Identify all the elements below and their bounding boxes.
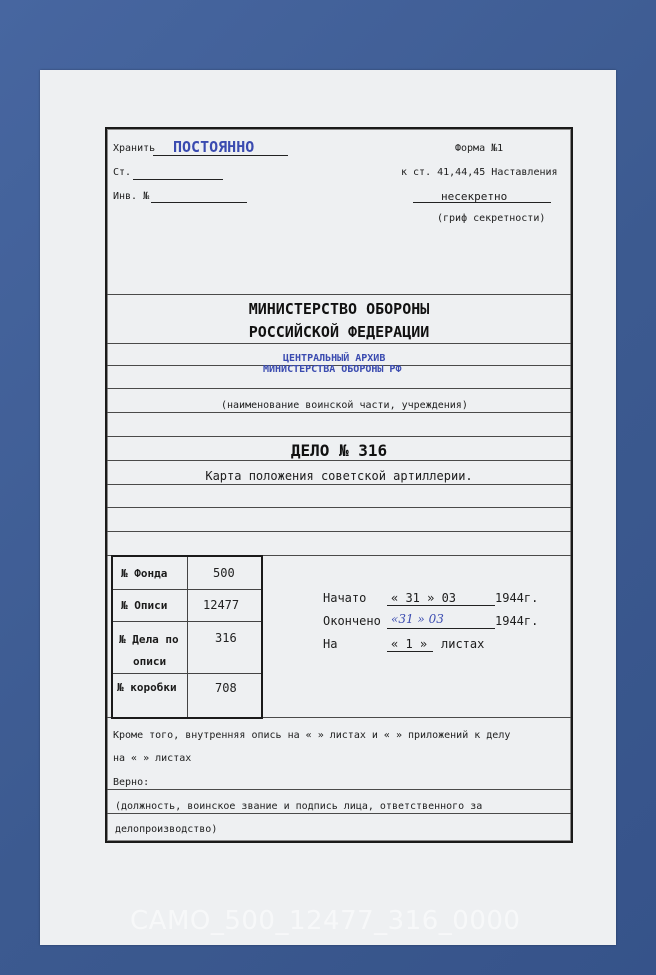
case-description: Карта положения советской артиллерии.	[205, 469, 473, 483]
secrecy-value: несекретно	[441, 190, 508, 203]
position-caption: (должность, воинское звание и подпись лица, ответственного за	[115, 801, 483, 812]
archive-stamp-line-1: ЦЕНТРАЛЬНЫЙ АРХИВ	[283, 353, 386, 364]
position-caption-2: делопроизводство)	[115, 824, 218, 835]
verno-label: Верно:	[113, 777, 150, 788]
inner-inventory-line-2: на « » листах	[113, 753, 192, 764]
rule-line	[107, 294, 571, 295]
fond-value: 500	[213, 566, 235, 580]
sheets-underline	[387, 651, 433, 652]
started-underline	[387, 605, 495, 606]
rule-line	[107, 343, 571, 344]
ended-year: 1944г.	[495, 614, 539, 628]
archive-watermark: CAMO_500_12477_316_0000	[130, 906, 521, 936]
box-row-rule	[113, 621, 261, 622]
inv-underline	[151, 202, 247, 203]
keep-label: Хранить	[113, 143, 156, 154]
rule-line	[107, 436, 571, 437]
org-line-1: МИНИСТЕРСТВО ОБОРОНЫ	[248, 300, 430, 318]
secrecy-underline	[413, 202, 551, 203]
nastavleniya-ref: к ст. 41,44,45 Наставления	[401, 167, 558, 178]
started-value: « 31 » 03	[391, 591, 457, 605]
inv-label: Инв. №	[113, 191, 150, 202]
rule-line	[107, 531, 571, 532]
archive-stamp-line-2: МИНИСТЕРСТВА ОБОРОНЫ РФ	[263, 364, 402, 375]
rule-line	[107, 507, 571, 508]
opis-value: 12477	[203, 598, 240, 612]
inner-inventory-line: Кроме того, внутренняя опись на « » листах и « » приложений к делу	[113, 730, 511, 741]
started-year: 1944г.	[495, 591, 539, 605]
opis-label: № Описи	[121, 599, 168, 612]
box-row-rule	[113, 673, 261, 674]
box-row-rule	[113, 589, 261, 590]
archive-reference-box	[111, 555, 263, 719]
rule-line	[107, 813, 571, 814]
form-number: Форма №1	[455, 143, 504, 154]
started-label: Начато	[323, 591, 367, 605]
ended-label: Окончено	[323, 614, 381, 628]
box-label: № коробки	[117, 681, 177, 694]
ended-value: «31 » 03	[391, 612, 444, 626]
rule-line	[107, 484, 571, 485]
secrecy-caption: (гриф секретности)	[437, 213, 546, 224]
st-label: Ст.	[113, 167, 132, 178]
delo-label-1: № Дела по	[119, 633, 179, 646]
keep-stamp: ПОСТОЯННО	[173, 138, 255, 156]
case-cover-form	[105, 127, 573, 843]
box-value: 708	[215, 681, 237, 695]
case-title: ДЕЛО № 316	[290, 441, 388, 460]
rule-line	[107, 789, 571, 790]
rule-line	[107, 388, 571, 389]
org-caption: (наименование воинской части, учреждения)	[221, 400, 468, 411]
sheets-label: листах	[441, 637, 485, 651]
ended-underline	[387, 628, 495, 629]
sheets-on-label: На	[323, 637, 338, 651]
delo-label-2: описи	[133, 655, 167, 668]
delo-value: 316	[215, 631, 237, 645]
org-line-2: РОССИЙСКОЙ ФЕДЕРАЦИИ	[248, 323, 430, 341]
rule-line	[107, 412, 571, 413]
fond-label: № Фонда	[121, 567, 168, 580]
box-divider	[187, 557, 188, 717]
sheets-count: « 1 »	[391, 637, 428, 651]
rule-line	[107, 460, 571, 461]
st-underline	[133, 179, 223, 180]
